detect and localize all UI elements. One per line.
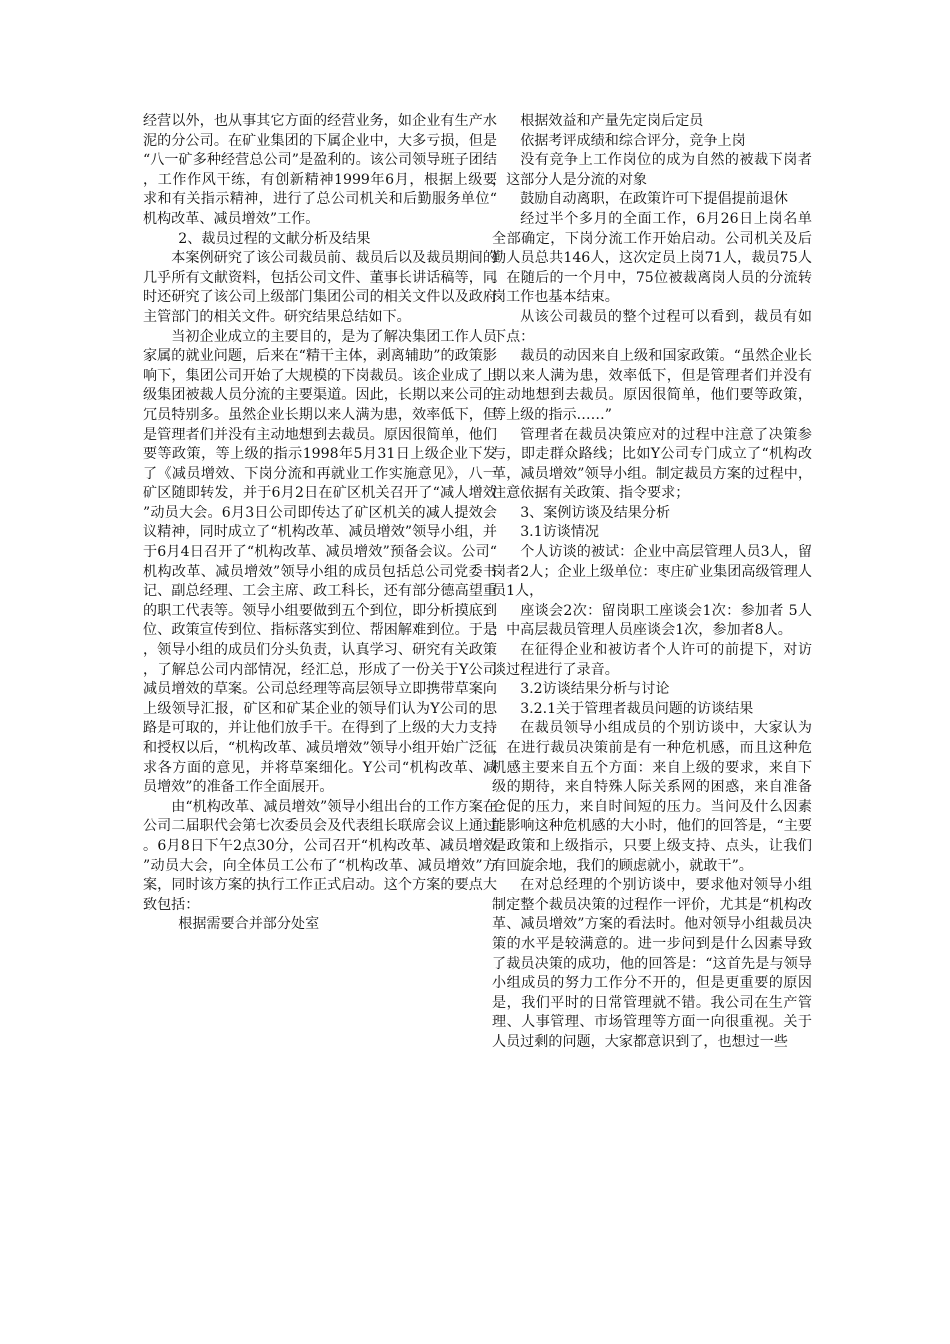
paragraph-recording-consent: 在征得企业和被访者个人许可的前提下，对访谈过程进行了录音。 <box>492 642 812 678</box>
paragraph-layoff-results: 经过半个多月的全面工作，6月26日上岗名单全部确定，下岗分流工作开始启动。公司机关及后勤人员总共146人，这次定员上岗71人，裁员75人。在随后的一个月中，75位被裁离岗人员的分流转岗工作也基本结束。 <box>492 210 812 306</box>
left-text-column <box>143 112 497 935</box>
paragraph-crisis-sense: 在裁员领导小组成员的个别访谈中，大家认为，在进行裁员决策前是有一种危机感，而且这种危机感主要来自五个方面：来自上级的要求，来自下级的期待，来自特殊人际关系网的困惑，来自准备仓促的压力，来自时间短的压力。当问及什么因素能影响这种危机感的大小时，他们的回答是，“主要是政策和上级指示，只要上级支持、点头，让我们有回旋余地，我们的顾虑就小，就敢干”。 <box>492 720 812 874</box>
paragraph-layoff-background: 当初企业成立的主要目的，是为了解决集团工作人员家属的就业问题，后来在“精干主体，剥离辅助”的政策影响下，集团公司开始了大规模的下岗裁员。该企业成了上级集团被裁人员分流的主要渠道。因此，长期以来公司的冗员特别多。虽然企业长期以来人满为患，效率低下，但是管理者们并没有主动地想到去裁员。原因很简单，他们要等政策，等上级的指示1998年5月31日上级企业下发了《减员增效、下岗分流和再就业工作实施意见》，八一矿区随即转发，并于6月2日在矿区机关召开了“减人增效”动员大会。6月3日公司即传达了矿区机关的减人提效会议精神，同时成立了“机构改革、减员增效”领导小组，并于6月4日召开了“机构改革、减员增效”预备会议。公司“机构改革、减员增效”领导小组的成员包括总公司党委书记、副总经理、工会主席、政工科长，还有部分德高望重的职工代表等。领导小组要做到五个到位，即分析摸底到位、政策宣传到位、指标落实到位、帮困解难到位。于是，领导小组的成员们分头负责，认真学习、研究有关政策，了解总公司内部情况，经汇总，形成了一份关于Y公司减员增效的草案。公司总经理等高层领导立即携带草案向上级领导汇报，矿区和矿某企业的领导们认为Y公司的思路是可取的，并让他们放手干。在得到了上级的大力支持和授权以后，“机构改革、减员增效”领导小组开始广泛征求各方面的意见，并将草案细化。Y公司“机构改革、减员增效”的准备工作全面展开。 <box>143 328 497 796</box>
paragraph-layoff-motive: 裁员的动因来自上级和国家政策。“虽然企业长期以来人满为患，效率低下，但是管理者们并没有主动地想到去裁员。原因很简单，他们要等政策，等上级的指示……” <box>492 348 812 423</box>
subsection-heading-results-discussion: 3.2访谈结果分析与讨论 <box>520 681 670 698</box>
paragraph-layoff-characteristics: 从该公司裁员的整个过程可以看到，裁员有如下点： <box>492 308 812 345</box>
paragraph-group-discussions: 座谈会2次：留岗职工座谈会1次：参加者 5人；中高层裁员管理人员座谈会1次，参加者8人。 <box>492 602 812 639</box>
subsection-heading-manager-interviews: 3.2.1关于管理者裁员问题的访谈结果 <box>520 700 754 717</box>
section-heading-literature-analysis: 2、裁员过程的文献分析及结果 <box>178 230 371 247</box>
plan-point-merge-departments: 根据需要合并部分处室 <box>178 916 320 933</box>
section-heading-interview-analysis: 3、案例访谈及结果分析 <box>520 504 671 521</box>
paragraph-decision-participation: 管理者在裁员决策应对的过程中注意了决策参与，即走群众路线；比如Y公司专门成立了“机构改革，减员增效”领导小组。制定裁员方案的过程中，注意依据有关政策、指令要求； <box>492 426 812 502</box>
plan-point-post-staffing: 根据效益和产量先定岗后定员 <box>520 113 704 129</box>
plan-point-laid-off: 没有竞争上工作岗位的成为自然的被裁下岗者，这部分人是分流的对象 <box>492 152 812 188</box>
plan-point-early-retirement: 鼓励自动离职，在政策许可下提倡提前退休 <box>520 191 788 208</box>
plan-point-competitive-posts: 依据考评成绩和综合评分，竞争上岗 <box>520 132 746 149</box>
paragraph-business-intro: 经营以外，也从事其它方面的经营业务，如企业有生产水泥的分公司。在矿业集团的下属企业中，大多亏损，但是“八一矿多种经营总公司”是盈利的。该公司领导班子团结，工作作风干练，有创新精神1999年6月，根据上级要求和有关指示精神，进行了总公司机关和后勤服务单位“机构改革、减员增效”工作。 <box>143 113 497 227</box>
subsection-heading-interview-situation: 3.1访谈情况 <box>520 524 599 541</box>
paragraph-individual-interviews: 个人访谈的被试：企业中高层管理人员3人，留岗者2人；企业上级单位：枣庄矿业集团高级管理人员1人， <box>492 544 812 600</box>
right-text-column <box>492 112 812 1053</box>
paragraph-plan-approval: 由“机构改革、减员增效”领导小组出台的工作方案在公司二届职代会第七次委员会及代表组长联席会议上通过。6月8日下午2点30分，公司召开“机构改革、减员增效”动员大会，向全体员工公布了“机构改革、减员增效”方案，同时该方案的执行工作正式启动。这个方案的要点大致包括： <box>143 798 497 913</box>
paragraph-general-manager-interview: 在对总经理的个别访谈中，要求他对领导小组制定整个裁员决策的过程作一评价，尤其是“机构改革、减员增效”方案的看法时。他对领导小组裁员决策的水平是较满意的。进一步问到是什么因素导致了裁员决策的成功，他的回答是：“这首先是与领导小组成员的努力工作分不开的，但是更重要的原因是，我们平时的日常管理就不错。我公司在生产管理、人事管理、市场管理等方面一向很重视。关于人员过剩的问题，大家都意识到了，也想过一些 <box>492 877 812 1050</box>
paragraph-literature-scope: 本案例研究了该公司裁员前、裁员后以及裁员期间的几乎所有文献资料，包括公司文件、董事长讲话稿等，同时还研究了该公司上级部门集团公司的相关文件以及政府主管部门的相关文件。研究结果总结如下。 <box>143 250 497 325</box>
